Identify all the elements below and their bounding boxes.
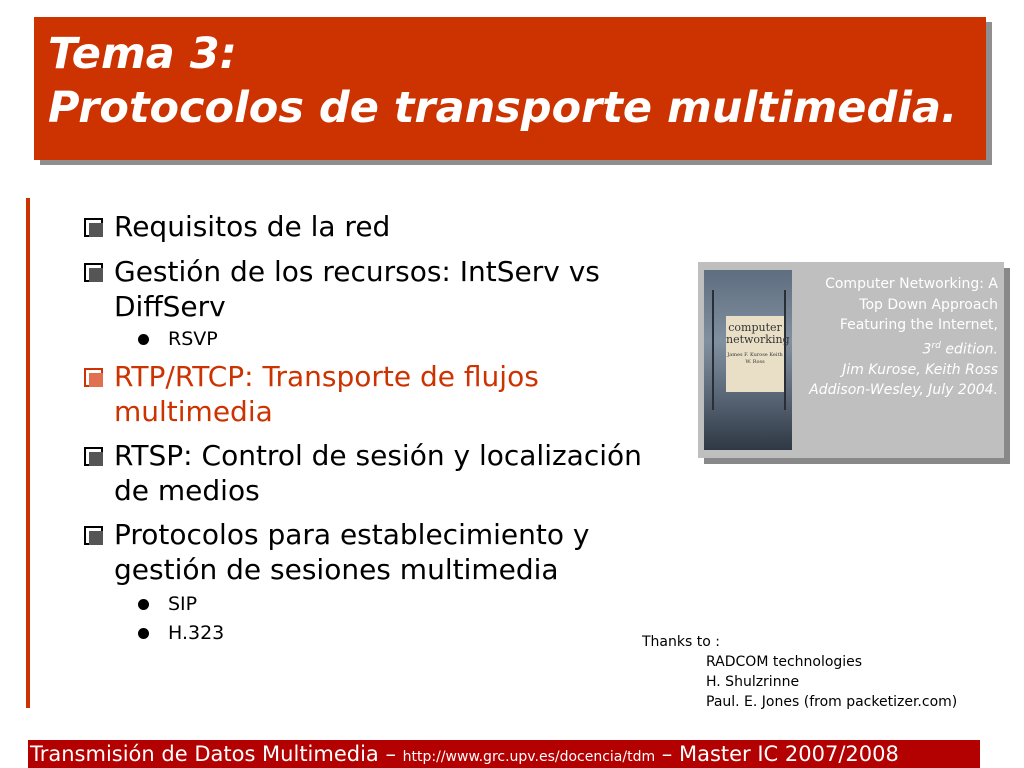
bullet-text-continued: gestión de sesiones multimedia bbox=[114, 553, 559, 586]
sub-item-rsvp bbox=[138, 327, 218, 351]
book-edition bbox=[788, 336, 998, 360]
dot-bullet-icon bbox=[138, 599, 149, 610]
book-authors: Jim Kurose, Keith Ross bbox=[842, 361, 998, 378]
cover-word-1: computer bbox=[728, 321, 782, 334]
checkbox-bullet-icon bbox=[84, 517, 112, 553]
book-title-line-1: Computer Networking: A bbox=[825, 276, 998, 292]
book-title-line-2: Top Down Approach bbox=[859, 296, 998, 313]
title-line-2: Protocolos de transporte multimedia. bbox=[48, 83, 958, 133]
left-accent-rule bbox=[26, 198, 30, 708]
footer-separator: – bbox=[655, 742, 679, 766]
bullet-text: RTSP: Control de sesión y localización bbox=[114, 439, 642, 472]
footer-program: Master IC 2007/2008 bbox=[678, 742, 899, 766]
bullet-text-continued: DiffServ bbox=[114, 290, 226, 323]
book-cover-image bbox=[704, 270, 792, 450]
book-publisher: Addison-Wesley, July 2004. bbox=[809, 382, 998, 399]
book-edition-text: edition. bbox=[940, 341, 998, 358]
checkbox-bullet-icon bbox=[84, 438, 112, 474]
acknowledgements bbox=[642, 632, 957, 712]
thanks-name: Paul. E. Jones (from packetizer.com) bbox=[706, 694, 958, 710]
cover-authors: James F. Kurose Keith W. Ross bbox=[727, 352, 783, 365]
sub-item-h323 bbox=[138, 621, 224, 645]
sub-item-text: SIP bbox=[168, 593, 198, 615]
checkbox-bullet-icon bbox=[84, 209, 112, 245]
bullet-item-requisitos bbox=[84, 209, 390, 244]
thanks-name: RADCOM technologies bbox=[706, 654, 863, 670]
book-reference-panel bbox=[698, 262, 1004, 458]
footer-course: Transmisión de Datos Multimedia bbox=[30, 742, 379, 766]
title-line-1: Tema 3: bbox=[48, 29, 237, 79]
book-cover-label bbox=[726, 316, 790, 392]
book-title-line-3: Featuring the Internet, bbox=[839, 317, 998, 333]
bullet-text-continued: multimedia bbox=[114, 395, 273, 428]
bullet-text: Protocolos para establecimiento y bbox=[114, 518, 590, 551]
bullet-item-rtp bbox=[84, 359, 539, 429]
title-banner bbox=[34, 17, 986, 160]
bullet-text: Requisitos de la red bbox=[114, 210, 391, 243]
sub-item-sip bbox=[138, 592, 197, 616]
dot-bullet-icon bbox=[138, 628, 149, 639]
bullet-item-rtsp bbox=[84, 438, 642, 508]
footer-url-link[interactable]: http://www.grc.upv.es/docencia/tdm bbox=[402, 749, 656, 765]
bullet-text-continued: de medios bbox=[114, 474, 260, 507]
checkbox-bullet-icon bbox=[84, 254, 112, 290]
footer-bar bbox=[28, 740, 980, 768]
book-edition-number: 3 bbox=[922, 341, 932, 358]
thanks-heading: Thanks to : bbox=[642, 634, 720, 650]
bullet-item-gestion bbox=[84, 254, 600, 324]
dot-bullet-icon bbox=[138, 334, 149, 345]
bullet-text: Gestión de los recursos: IntServ vs bbox=[114, 255, 600, 288]
thanks-name: H. Shulzrinne bbox=[706, 674, 800, 690]
book-edition-suffix: rd bbox=[931, 340, 941, 351]
checkbox-bullet-icon bbox=[84, 359, 112, 395]
bullet-item-protocolos bbox=[84, 517, 589, 587]
cover-word-2: networking bbox=[726, 333, 790, 346]
book-citation bbox=[788, 274, 998, 401]
sub-item-text: RSVP bbox=[168, 328, 218, 350]
sub-item-text: H.323 bbox=[168, 622, 225, 644]
footer-separator: – bbox=[378, 742, 403, 766]
bullet-text: RTP/RTCP: Transporte de flujos bbox=[114, 360, 539, 393]
